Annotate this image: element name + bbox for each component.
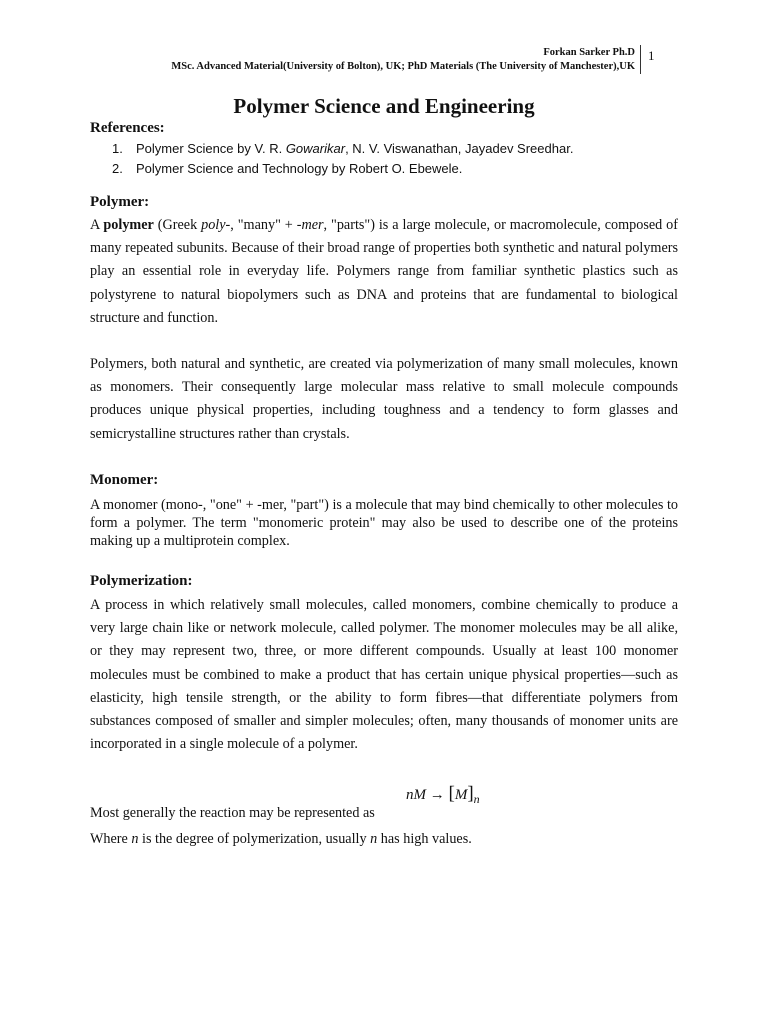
- represent-line: Most generally the reaction may be represented as: [90, 805, 375, 821]
- reference-number: 2.: [112, 160, 123, 176]
- polymerization-heading: Polymerization:: [90, 573, 193, 589]
- references-list: [112, 139, 573, 178]
- monomer-paragraph: A monomer (mono-, "one" + -mer, "part") is a molecule that may bind chemically to other molecules to form a polymer. The term "monomeric protein" may also be used to describe one of the proteins making up a multiprotein complex.: [90, 497, 678, 549]
- reference-item: 1. Polymer Science by V. R. Gowarikar, N. V. Viswanathan, Jayadev Sreedhar.: [112, 139, 573, 159]
- where-line: Where n is the degree of polymerization, usually n has high values.: [90, 831, 472, 847]
- header-divider: [640, 45, 641, 74]
- reference-item: 2. Polymer Science and Technology by Robert O. Ebewele.: [112, 159, 573, 179]
- polymer-paragraph-2: Polymers, both natural and synthetic, are created via polymerization of many small molecules, known as monomers. Their consequently large molecular mass relative to small molecule compounds produces unique physical properties, including toughness and a tendency to form glasses and semicrystalline structures rather than crystals.: [90, 356, 678, 442]
- monomer-heading: Monomer:: [90, 472, 159, 488]
- polymer-paragraph-1: A polymer (Greek poly-, "many" + -mer, "parts") is a large molecule, or macromolecule, composed of many repeated subunits. Because of their broad range of properties both synthetic and natural polymers play an essential role in everyday life. Polymers range from familiar synthetic plastics such as polystyrene to natural biopolymers such as DNA and proteins that are fundamental to biological structure and function.: [90, 217, 678, 326]
- header-affiliation: MSc. Advanced Material(University of Bolton), UK; PhD Materials (The University of Manchester),UK: [171, 61, 635, 72]
- page-number: 1: [648, 48, 655, 63]
- polymer-heading: Polymer:: [90, 194, 150, 210]
- polymerization-equation: nM → $[M]_n$: [406, 783, 480, 806]
- references-heading: References:: [90, 120, 165, 136]
- header-author: Forkan Sarker Ph.D: [543, 47, 635, 58]
- reference-number: 1.: [112, 141, 123, 156]
- page-title: Polymer Science and Engineering: [233, 94, 535, 118]
- polymerization-paragraph: A process in which relatively small molecules, called monomers, combine chemically to produce a very large chain like or network molecule, called polymer. The monomer molecules may be all alike, or they may represent two, three, or more different compounds. Usually at least 100 monomer molecules must be combined to make a product that has certain unique physical properties—such as elasticity, high tensile strength, or the ability to form fibres—that differentiate polymers from substances composed of smaller and simpler molecules; often, many thousands of monomer units are incorporated in a single molecule of a polymer.: [90, 597, 678, 753]
